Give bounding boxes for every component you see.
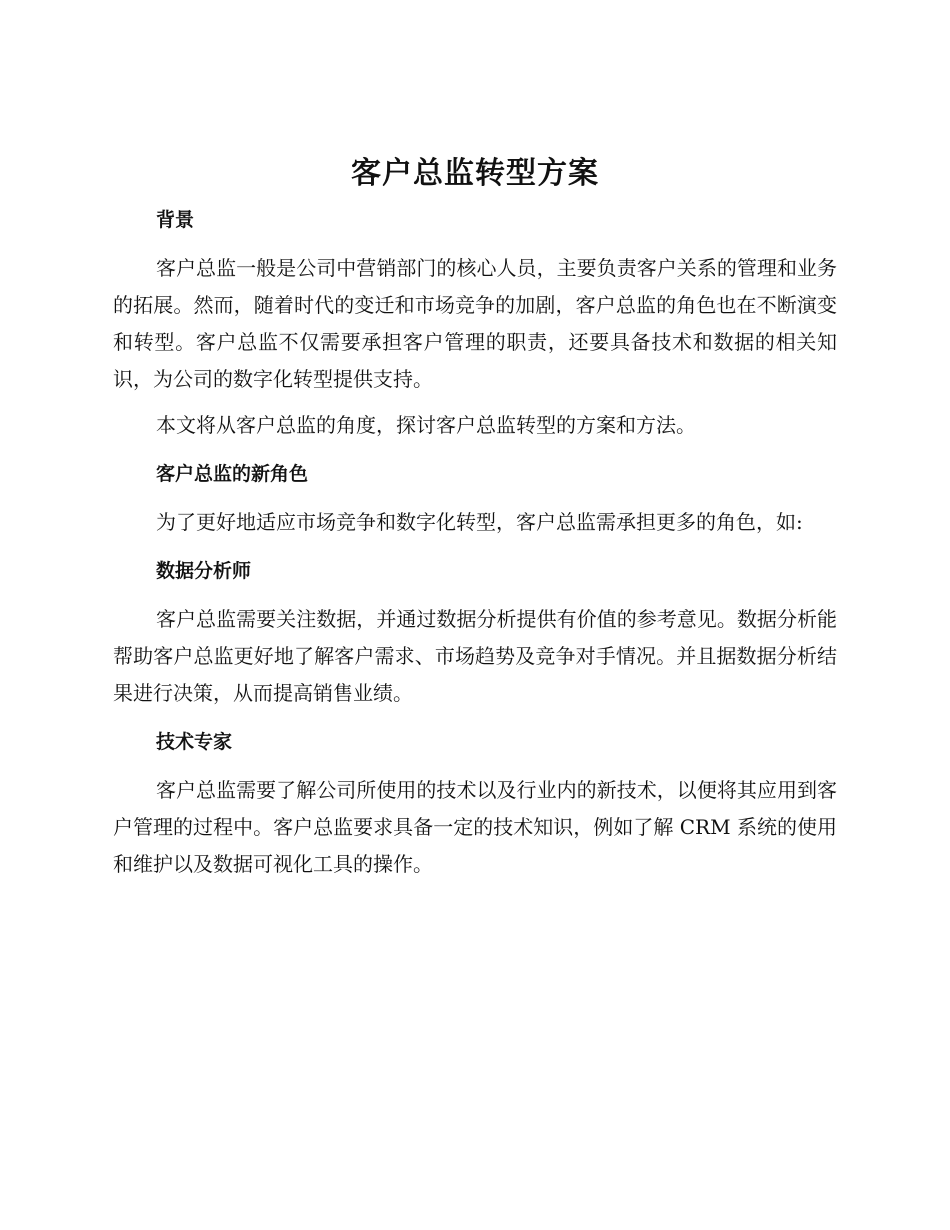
section-heading-background: 背景 xyxy=(156,209,195,231)
section-heading-data-analyst: 数据分析师 xyxy=(156,560,252,582)
paragraph-background-2: 本文将从客户总监的角度，探讨客户总监转型的方案和方法。 xyxy=(156,413,696,437)
section-heading-new-role: 客户总监的新角色 xyxy=(156,463,309,485)
document-title: 客户总监转型方案 xyxy=(351,156,599,191)
section-heading-tech-expert: 技术专家 xyxy=(156,731,233,753)
document-body xyxy=(113,148,837,883)
paragraph-background-1: 客户总监一般是公司中营销部门的核心人员，主要负责客户关系的管理和业务的拓展。然而，随着时代的变迁和市场竞争的加剧，客户总监的角色也在不断演变和转型。客户总监不仅需要承担客户管理的职责，还要具备技术和数据的相关知识，为公司的数字化转型提供支持。 xyxy=(113,256,837,391)
paragraph-tech-expert-1: 客户总监需要了解公司所使用的技术以及行业内的新技术，以便将其应用到客户管理的过程中。客户总监要求具备一定的技术知识，例如了解 CRM 系统的使用和维护以及数据可视化工具的操作。 xyxy=(113,778,837,876)
paragraph-data-analyst-1: 客户总监需要关注数据，并通过数据分析提供有价值的参考意见。数据分析能帮助客户总监更好地了解客户需求、市场趋势及竞争对手情况。并且据数据分析结果进行决策，从而提高销售业绩。 xyxy=(113,607,837,705)
paragraph-new-role-1: 为了更好地适应市场竞争和数字化转型，客户总监需承担更多的角色，如: xyxy=(156,510,803,534)
